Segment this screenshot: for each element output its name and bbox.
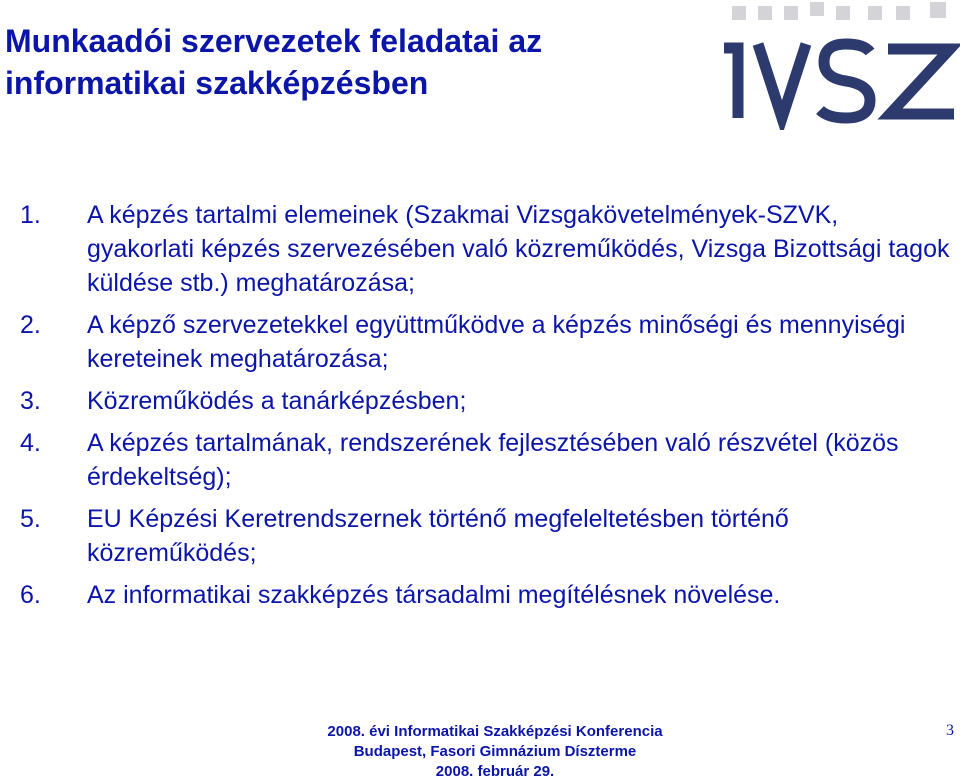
list-item <box>20 426 950 494</box>
list-item <box>20 578 950 612</box>
list-item-number: 5. <box>20 505 41 533</box>
page-number: 3 <box>946 722 954 739</box>
footer-line-3: 2008. február 29. <box>435 763 555 780</box>
slide-title-line-1: Munkaadói szervezetek feladatai az <box>5 23 543 59</box>
list-item <box>20 502 950 570</box>
list-item-text: A képzés tartalmának, rendszerének fejlesztésében való részvétel (közös érdekeltség); <box>87 429 899 491</box>
list-item-number: 1. <box>20 201 41 229</box>
footer-line-2: Budapest, Fasori Gimnázium Díszterme <box>353 743 637 760</box>
list-item <box>20 198 950 300</box>
list-item-number: 3. <box>20 387 41 415</box>
list-item-text: EU Képzési Keretrendszernek történő megfeleltetésben történő közreműködés; <box>87 505 789 567</box>
list-item-text: Az informatikai szakképzés társadalmi megítélésnek növelése. <box>87 581 781 609</box>
slide-title-line-2: informatikai szakképzésben <box>5 65 429 101</box>
list-item-number: 6. <box>20 581 41 609</box>
list-item-text: Közreműködés a tanárképzésben; <box>87 387 467 415</box>
list-item-text: A képző szervezetekkel együttműködve a képzés minőségi és mennyiségi kereteinek meghatározása; <box>87 311 906 373</box>
list-item <box>20 384 950 418</box>
list-item-number: 2. <box>20 311 41 339</box>
slide-title <box>5 20 685 104</box>
task-list <box>20 198 950 620</box>
list-item <box>20 308 950 376</box>
list-item-text: A képzés tartalmi elemeinek (Szakmai Vizsgakövetelmények-SZVK, gyakorlati képzés szervezésében való közreműködés, Vizsga Bizottsági tagok küldése stb.) meghatározása; <box>87 201 950 297</box>
slide-footer <box>300 722 690 782</box>
footer-line-1: 2008. évi Informatikai Szakképzési Konferencia <box>327 723 663 740</box>
ivsz-logo <box>718 0 960 130</box>
list-item-number: 4. <box>20 429 41 457</box>
